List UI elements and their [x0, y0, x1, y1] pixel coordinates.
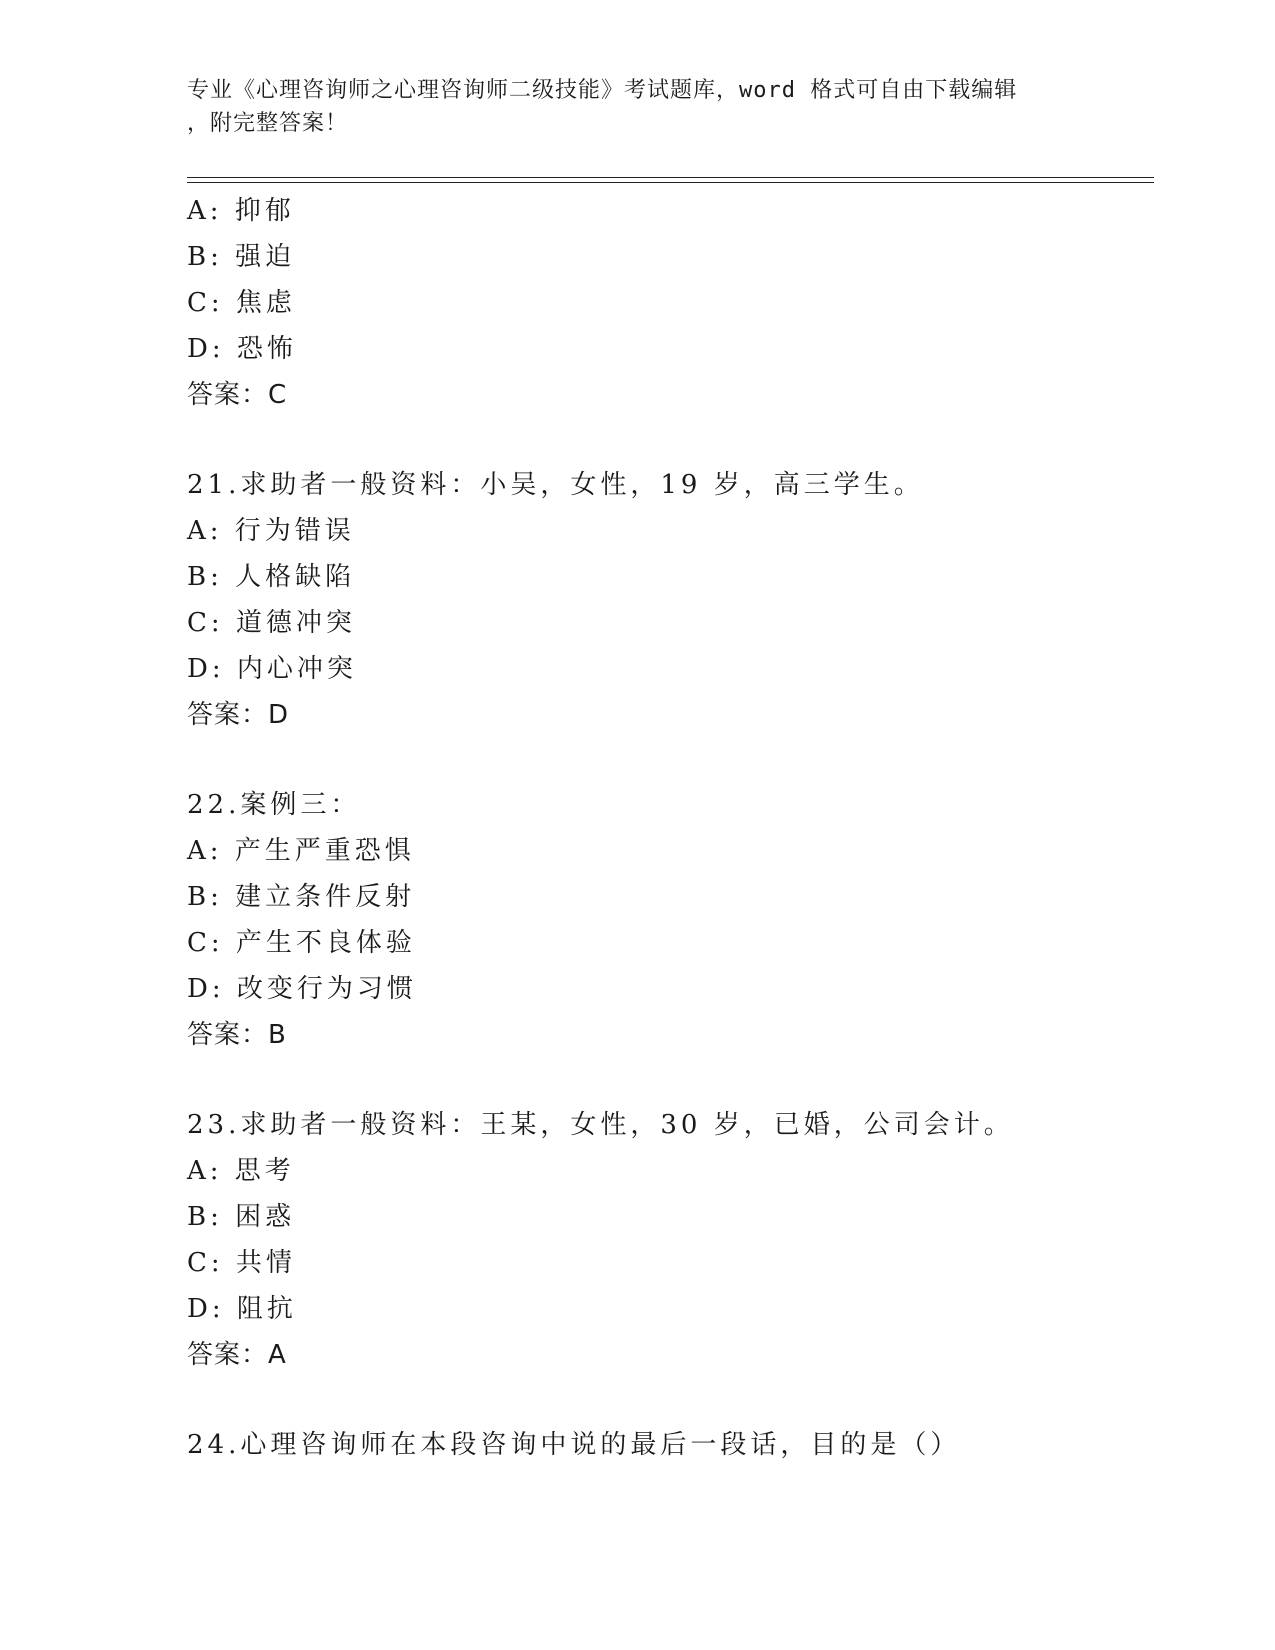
block-spacer: [187, 1058, 1147, 1102]
question-text: 21.求助者一般资料：小吴，女性，19 岁，高三学生。: [187, 470, 924, 500]
option-c: C: 焦虑: [187, 288, 296, 318]
option-a: A: 行为错误: [187, 516, 355, 546]
option-c: C: 共情: [187, 1248, 296, 1278]
option-b: B: 强迫: [187, 242, 296, 272]
option-d: D: 恐怖: [187, 334, 297, 364]
question-text: 24.心理咨询师在本段咨询中说的最后一段话，目的是（）: [187, 1430, 961, 1460]
block-spacer: [187, 418, 1147, 462]
option-a: A: 思考: [187, 1156, 295, 1186]
header-line-1: 专业《心理咨询师之心理咨询师二级技能》考试题库，word 格式可自由下载编辑: [187, 78, 1018, 103]
option-b: B: 困惑: [187, 1202, 296, 1232]
block-spacer: [187, 738, 1147, 782]
option-d: D: 阻抗: [187, 1294, 297, 1324]
question-block-20: [187, 188, 1147, 418]
header-rule-top: [187, 177, 1154, 178]
question-text: 22.案例三：: [187, 790, 361, 820]
answer-line: 答案：A: [187, 1340, 287, 1370]
question-list: [187, 188, 1147, 1468]
question-block-22: [187, 782, 1147, 1058]
question-block-24: [187, 1422, 1147, 1468]
option-c: C: 产生不良体验: [187, 928, 416, 958]
option-d: D: 改变行为习惯: [187, 974, 417, 1004]
question-text: 23.求助者一般资料：王某，女性，30 岁，已婚，公司会计。: [187, 1110, 1014, 1140]
question-block-21: [187, 462, 1147, 738]
answer-line: 答案：C: [187, 380, 288, 410]
option-a: A: 产生严重恐惧: [187, 836, 415, 866]
question-block-23: [187, 1102, 1147, 1378]
option-c: C: 道德冲突: [187, 608, 356, 638]
option-a: A: 抑郁: [187, 196, 295, 226]
block-spacer: [187, 1378, 1147, 1422]
document-header: [187, 74, 1087, 140]
answer-line: 答案：B: [187, 1020, 287, 1050]
answer-line: 答案：D: [187, 700, 290, 730]
option-b: B: 建立条件反射: [187, 882, 416, 912]
option-d: D: 内心冲突: [187, 654, 357, 684]
header-rule-bottom: [187, 182, 1154, 183]
header-line-2: ，附完整答案！: [187, 111, 349, 136]
option-b: B: 人格缺陷: [187, 562, 356, 592]
